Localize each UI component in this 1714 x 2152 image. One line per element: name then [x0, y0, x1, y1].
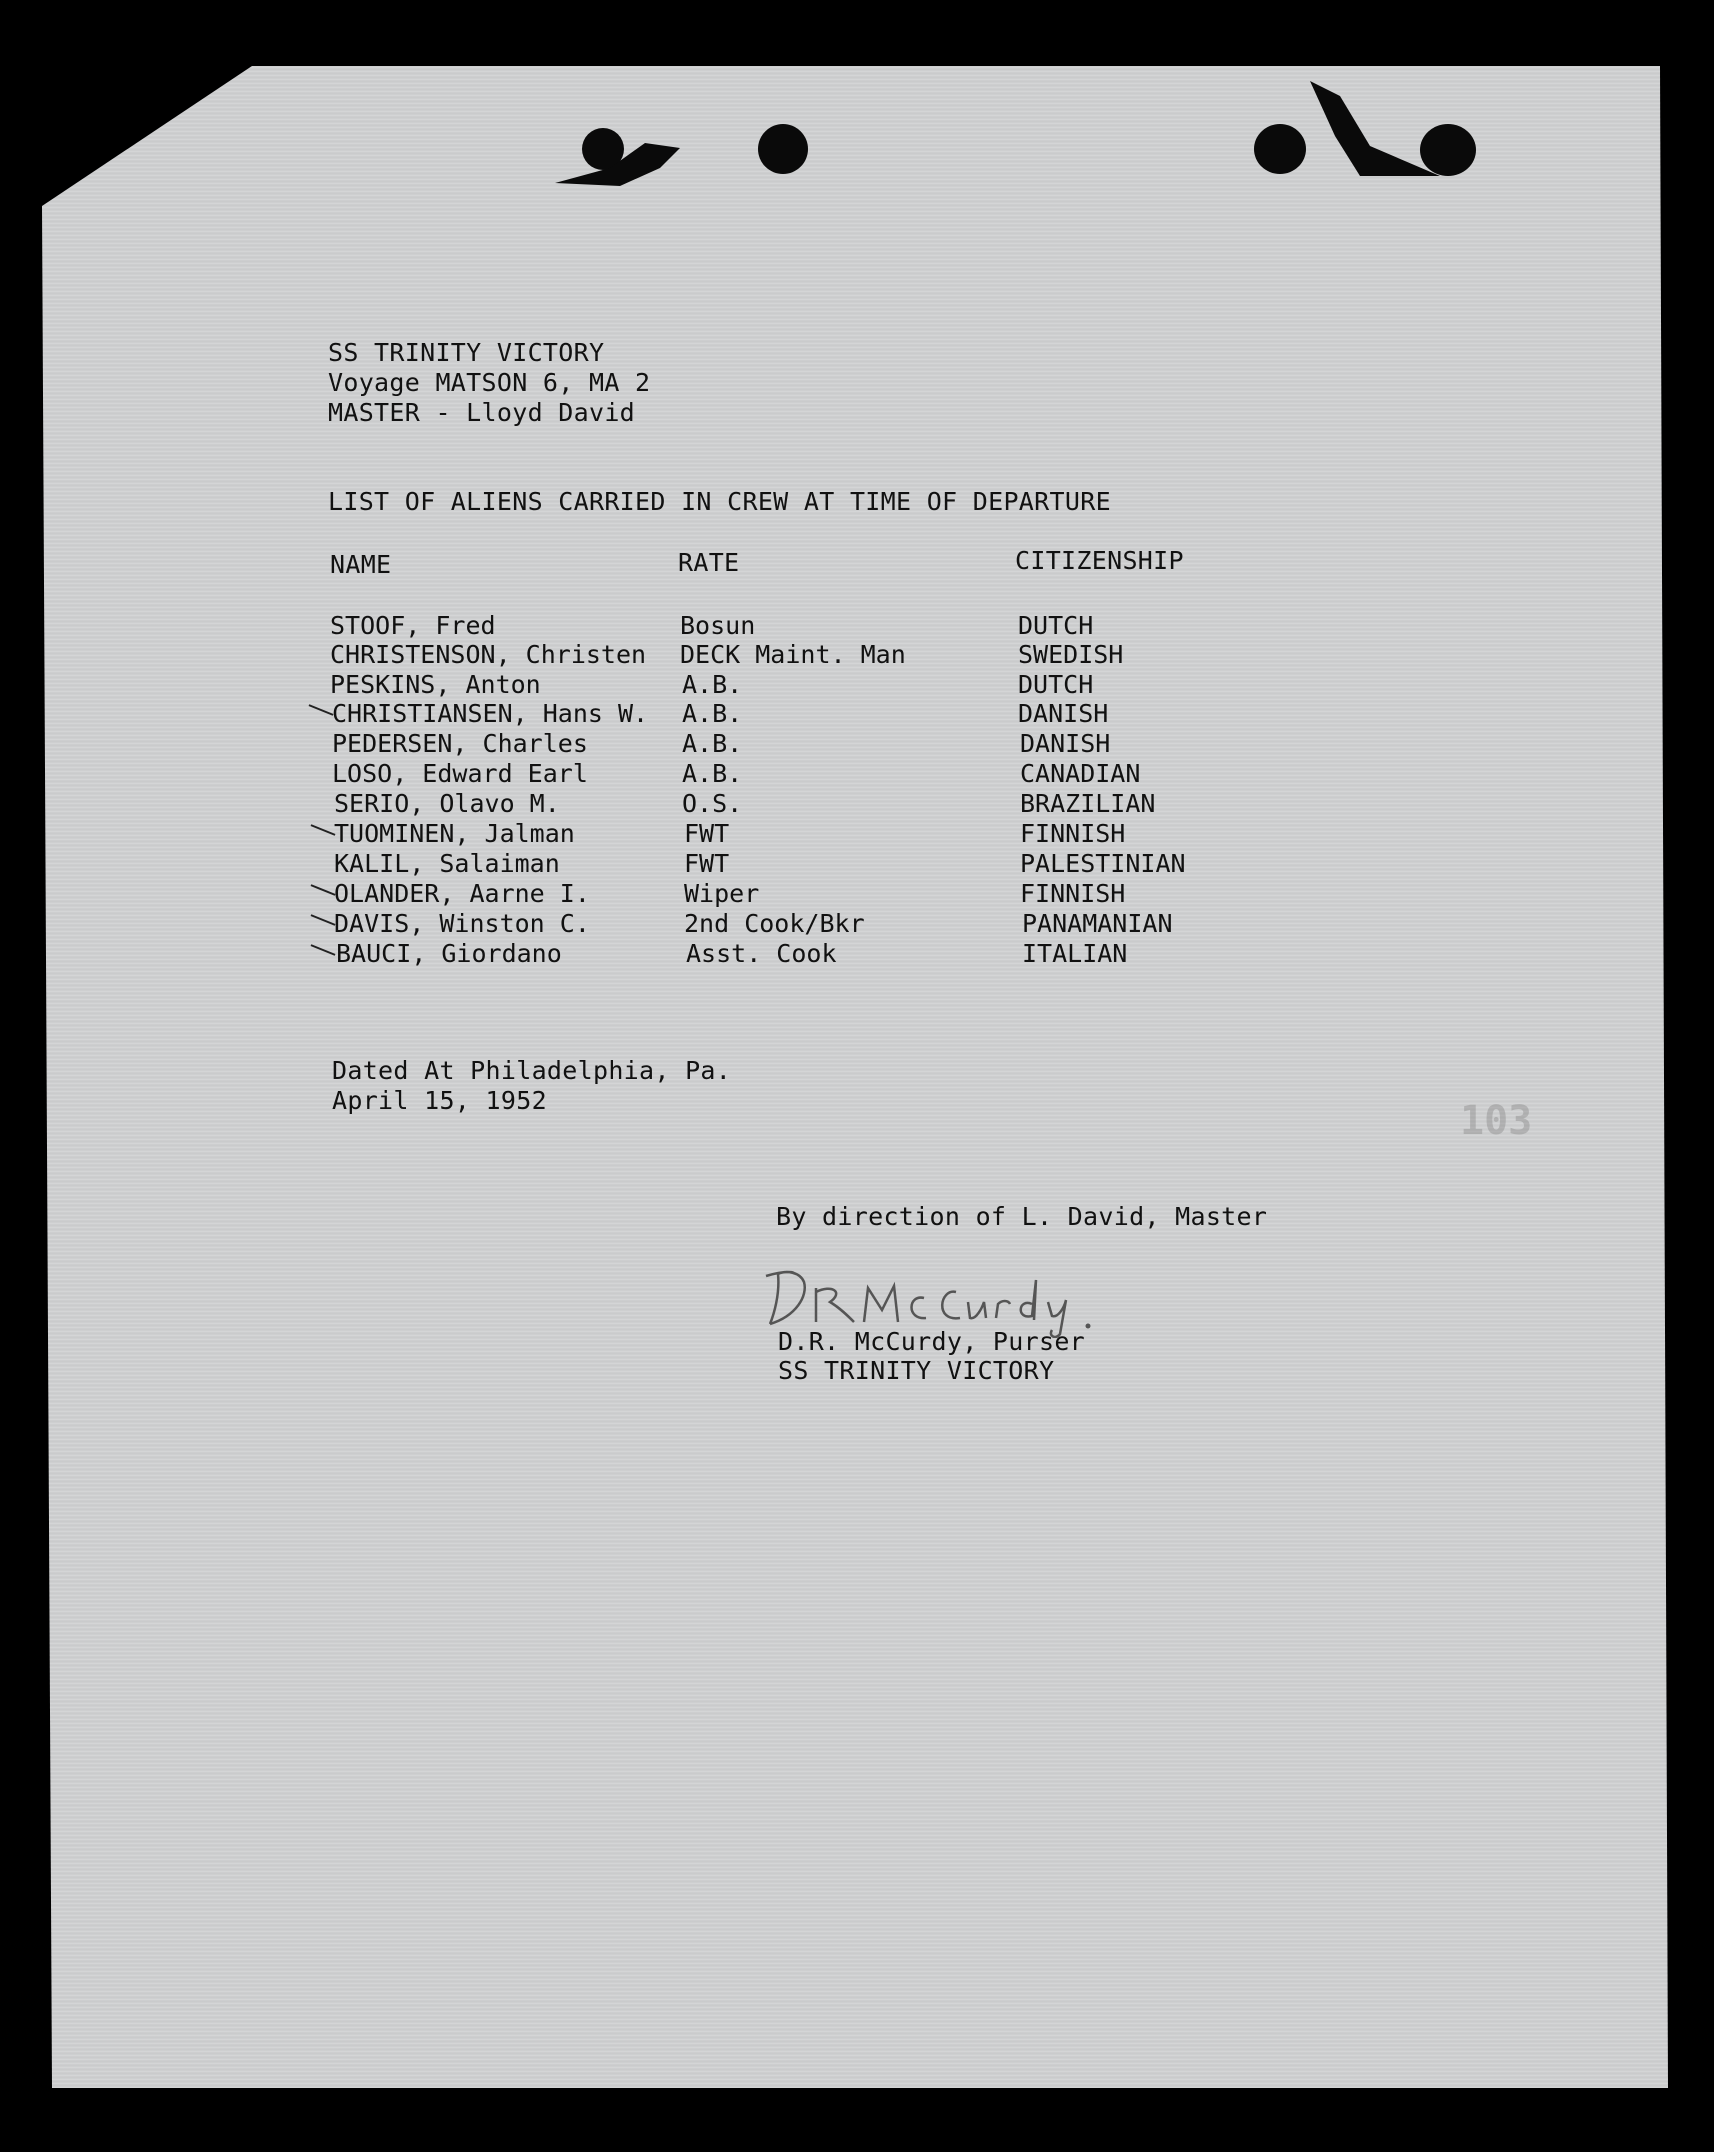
cell-name: CHRISTIANSEN, Hans W. — [332, 699, 649, 728]
cell-rate: Asst. Cook — [686, 939, 837, 968]
cell-rate: DECK Maint. Man — [680, 640, 906, 669]
master-line: MASTER - Lloyd David — [328, 398, 636, 427]
check-mark — [311, 944, 336, 956]
cell-citizenship: DUTCH — [1018, 670, 1094, 699]
cell-name: PEDERSEN, Charles — [332, 729, 588, 758]
signer-ship: SS TRINITY VICTORY — [778, 1356, 1055, 1385]
torn-edge-mark — [1300, 76, 1450, 186]
cell-rate: FWT — [684, 819, 730, 848]
column-header-name: NAME — [330, 550, 392, 579]
cell-name: CHRISTENSON, Christen — [330, 640, 647, 669]
cell-rate: Wiper — [684, 879, 760, 908]
cell-rate: O.S. — [682, 789, 743, 818]
ship-name: SS TRINITY VICTORY — [328, 338, 605, 367]
check-mark — [309, 704, 334, 716]
cell-citizenship: PALESTINIAN — [1020, 849, 1186, 878]
dated-place: Dated At Philadelphia, Pa. — [332, 1056, 732, 1085]
table-row — [0, 879, 1714, 909]
margin-mark: 103 — [1460, 1098, 1533, 1144]
cell-citizenship: BRAZILIAN — [1020, 789, 1156, 818]
cell-citizenship: ITALIAN — [1022, 939, 1128, 968]
table-row — [0, 729, 1714, 759]
dated-date: April 15, 1952 — [332, 1086, 547, 1115]
table-row — [0, 759, 1714, 789]
check-mark — [311, 884, 336, 896]
cell-rate: Bosun — [680, 611, 756, 640]
cell-citizenship: CANADIAN — [1020, 759, 1141, 788]
cell-name: SERIO, Olavo M. — [334, 789, 560, 818]
cell-name: OLANDER, Aarne I. — [334, 879, 590, 908]
check-mark — [311, 914, 336, 926]
check-mark — [311, 824, 336, 836]
table-row — [0, 939, 1714, 969]
table-row — [0, 789, 1714, 819]
cell-citizenship: DANISH — [1020, 729, 1111, 758]
cell-citizenship: DUTCH — [1018, 611, 1094, 640]
cell-name: TUOMINEN, Jalman — [334, 819, 575, 848]
table-row — [0, 640, 1714, 670]
cell-citizenship: PANAMANIAN — [1022, 909, 1173, 938]
voyage-line: Voyage MATSON 6, MA 2 — [328, 368, 651, 397]
table-row — [0, 611, 1714, 641]
punch-hole — [758, 124, 808, 174]
signer-name: D.R. McCurdy, Purser — [778, 1327, 1086, 1356]
cell-name: BAUCI, Giordano — [336, 939, 562, 968]
table-row — [0, 909, 1714, 939]
direction-line: By direction of L. David, Master — [776, 1202, 1268, 1231]
column-header-citizenship: CITIZENSHIP — [1015, 546, 1184, 575]
cell-name: LOSO, Edward Earl — [332, 759, 588, 788]
torn-edge-mark — [550, 128, 730, 198]
cell-rate: A.B. — [682, 729, 743, 758]
table-row — [0, 819, 1714, 849]
table-row — [0, 699, 1714, 729]
cell-citizenship: FINNISH — [1020, 819, 1126, 848]
cell-citizenship: SWEDISH — [1018, 640, 1124, 669]
column-header-rate: RATE — [678, 548, 740, 577]
cell-name: STOOF, Fred — [330, 611, 496, 640]
cell-rate: 2nd Cook/Bkr — [684, 909, 865, 938]
cell-rate: A.B. — [682, 670, 743, 699]
punch-hole — [1254, 124, 1306, 174]
cell-citizenship: FINNISH — [1020, 879, 1126, 908]
table-row — [0, 670, 1714, 700]
table-row — [0, 849, 1714, 879]
cell-name: DAVIS, Winston C. — [334, 909, 590, 938]
handwritten-signature — [756, 1258, 1116, 1338]
cell-rate: A.B. — [682, 759, 743, 788]
cell-name: PESKINS, Anton — [330, 670, 541, 699]
cell-name: KALIL, Salaiman — [334, 849, 560, 878]
cell-rate: A.B. — [682, 699, 743, 728]
cell-rate: FWT — [684, 849, 730, 878]
list-title: LIST OF ALIENS CARRIED IN CREW AT TIME OF DEPARTURE — [328, 487, 1111, 516]
cell-citizenship: DANISH — [1018, 699, 1109, 728]
